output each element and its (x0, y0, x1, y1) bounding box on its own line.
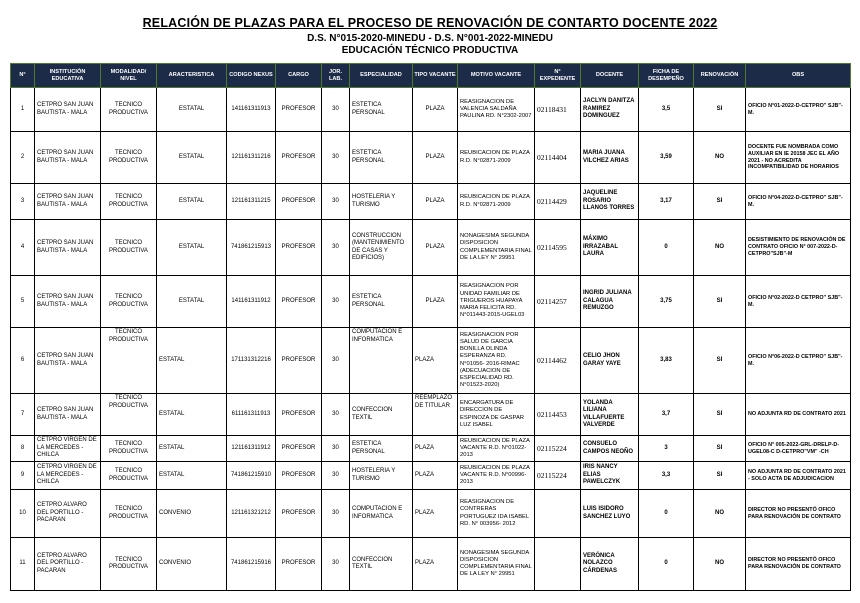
subtitle-decretos: D.S. N°015-2020-MINEDU - D.S. N°001-2022-MINEDU (307, 33, 553, 44)
column-header-jor-lab: JOR. LAB. (322, 64, 350, 88)
cell-renovacion: SI (694, 436, 746, 462)
table-row (11, 436, 851, 462)
cell-jor-lab: 30 (322, 394, 350, 436)
cell-modalidad-nivel: TECNICO PRODUCTIVA (101, 462, 157, 490)
cell-n-expediente: 02115224 (535, 462, 581, 490)
cell-n-expediente: 02118431 (535, 88, 581, 132)
table-row (11, 184, 851, 220)
table-row (11, 394, 851, 436)
cell-n: 5 (11, 276, 35, 328)
cell-obs: NO ADJUNTA RD DE CONTRATO 2021 - SOLO ACTA DE ADJUDICACION (746, 462, 851, 490)
cell-codigo-nexus: 121161311215 (227, 184, 276, 220)
cell-n: 7 (11, 394, 35, 436)
cell-obs: DIRECTOR NO PRESENTÓ OFICO PARA RENOVACIÓN DE CONTRATO (746, 490, 851, 538)
cell-especialidad: ESTETICA PERSONAL (350, 88, 413, 132)
cell-obs: OFICIO N°02-2022-D CETPRO" SJB"-M. (746, 276, 851, 328)
cell-n: 4 (11, 220, 35, 276)
cell-tipo-vacante: PLAZA (413, 184, 458, 220)
cell-especialidad: COMPUTACION E INFORMATICA (350, 328, 413, 394)
cell-docente: MARIA JUANA VILCHEZ ARIAS (581, 132, 639, 184)
cell-institucion-educativa: CETPRO VIRGEN DE LA MERCEDES - CHILCA (35, 462, 101, 490)
cell-codigo-nexus: 741861215916 (227, 538, 276, 591)
cell-ficha-desempeno: 3,59 (639, 132, 694, 184)
cell-jor-lab: 30 (322, 538, 350, 591)
cell-renovacion: SI (694, 462, 746, 490)
cell-renovacion: SI (694, 394, 746, 436)
cell-tipo-vacante: PLAZA (413, 276, 458, 328)
cell-especialidad: ESTETICA PERSONAL (350, 436, 413, 462)
cell-modalidad-nivel: TECNICO PRODUCTIVA (101, 88, 157, 132)
cell-docente: VERÓNICA NOLAZCO CÁRDENAS (581, 538, 639, 591)
cell-obs: DESISTIMIENTO DE RENOVACIÓN DE CONTRATO OFICIO N° 007-2022-D-CETPRO"SJB"-M (746, 220, 851, 276)
cell-obs: OFICIO N° 005-2022-GRL-DRELP-D-UGEL08-C D-CETPRO"VM" -CH (746, 436, 851, 462)
cell-caracteristica: ESTATAL (157, 220, 227, 276)
cell-tipo-vacante: PLAZA (413, 462, 458, 490)
cell-especialidad: COMPUTACION E INFORMATICA (350, 490, 413, 538)
cell-docente: CONSUELO CAMPOS NEOÑO (581, 436, 639, 462)
cell-modalidad-nivel: TECNICO PRODUCTIVA (101, 328, 157, 394)
table-row (11, 88, 851, 132)
cell-ficha-desempeno: 3 (639, 436, 694, 462)
column-header-renovacion: RENOVACIÓN (694, 64, 746, 88)
plazas-table (10, 63, 851, 591)
cell-tipo-vacante: PLAZA (413, 538, 458, 591)
column-header-motivo-vacante: MOTIVO VACANTE (458, 64, 535, 88)
cell-cargo: PROFESOR (276, 88, 322, 132)
column-header-n-expediente: N° EXPEDIENTE (535, 64, 581, 88)
cell-docente: CELIO JHON GARAY YAYE (581, 328, 639, 394)
table-row (11, 490, 851, 538)
cell-codigo-nexus: 121161311216 (227, 132, 276, 184)
cell-motivo-vacante: REASIGNACION DE VALENCIA SALDAÑA PAULINA RD. N°2302-2007 (458, 88, 535, 132)
cell-jor-lab: 30 (322, 220, 350, 276)
cell-institucion-educativa: CETPRO SAN JUAN BAUTISTA - MALA (35, 328, 101, 394)
cell-renovacion: SI (694, 184, 746, 220)
cell-motivo-vacante: REASIGNACION DE CONTRERAS PORTUGUEZ IDA ISABEL RD. N° 003956- 2012 (458, 490, 535, 538)
column-header-especialidad: ESPECIALIDAD (350, 64, 413, 88)
cell-codigo-nexus: 171131312216 (227, 328, 276, 394)
cell-docente: MÁXIMO IRRAZABAL LAURA (581, 220, 639, 276)
cell-motivo-vacante: ENCARGATURA DE DIRECCION DE ESPINOZA DE GASPAR LUZ ISABEL (458, 394, 535, 436)
cell-obs: OFICIO N°04-2022-D-CETPRO" SJB"-M. (746, 184, 851, 220)
cell-tipo-vacante: PLAZA (413, 328, 458, 394)
subtitle-modalidad: EDUCACIÓN TÉCNICO PRODUCTIVA (341, 45, 519, 56)
cell-n: 2 (11, 132, 35, 184)
cell-n-expediente (535, 538, 581, 591)
cell-docente: YOLANDA LILIANA VILLAFUERTE VALVERDE (581, 394, 639, 436)
table-header-row (11, 64, 851, 88)
cell-n: 9 (11, 462, 35, 490)
page-title: RELACIÓN DE PLAZAS PARA EL PROCESO DE RENOVACIÓN DE CONTARTO DOCENTE 2022 (142, 16, 718, 30)
column-header-caracteristica: ARACTERISTICA (157, 64, 227, 88)
cell-obs: OFICIO N°01-2022-D-CETPRO" SJB"-M. (746, 88, 851, 132)
cell-cargo: PROFESOR (276, 538, 322, 591)
cell-jor-lab: 30 (322, 490, 350, 538)
cell-ficha-desempeno: 3,7 (639, 394, 694, 436)
cell-caracteristica: ESTATAL (157, 462, 227, 490)
cell-institucion-educativa: CETPRO SAN JUAN BAUTISTA - MALA (35, 88, 101, 132)
cell-codigo-nexus: 141161311913 (227, 88, 276, 132)
cell-jor-lab: 30 (322, 328, 350, 394)
table-row (11, 328, 851, 394)
column-header-n: N° (11, 64, 35, 88)
cell-renovacion: SI (694, 328, 746, 394)
table-row (11, 220, 851, 276)
cell-n-expediente: 02114429 (535, 184, 581, 220)
cell-n-expediente: 02114462 (535, 328, 581, 394)
cell-cargo: PROFESOR (276, 462, 322, 490)
cell-n: 6 (11, 328, 35, 394)
cell-caracteristica: ESTATAL (157, 184, 227, 220)
cell-tipo-vacante: REEMPLAZO DE TITULAR (413, 394, 458, 436)
cell-cargo: PROFESOR (276, 132, 322, 184)
cell-codigo-nexus: 121161311912 (227, 436, 276, 462)
cell-institucion-educativa: CETPRO SAN JUAN BAUTISTA - MALA (35, 220, 101, 276)
cell-institucion-educativa: CETPRO ALVARO DEL PORTILLO - PACARAN (35, 490, 101, 538)
cell-docente: INGRID JULIANA CALAGUA REMUZGO (581, 276, 639, 328)
cell-cargo: PROFESOR (276, 394, 322, 436)
cell-n: 11 (11, 538, 35, 591)
cell-jor-lab: 30 (322, 462, 350, 490)
cell-cargo: PROFESOR (276, 490, 322, 538)
cell-institucion-educativa: CETPRO SAN JUAN BAUTISTA - MALA (35, 276, 101, 328)
cell-motivo-vacante: REASIGNACION POR UNIDAD FAMILIAR DE TRIGUEROS HUAPAYA MARIA FELICITA RD. N°011443-2015-UGEL03 (458, 276, 535, 328)
cell-n: 1 (11, 88, 35, 132)
cell-institucion-educativa: CETPRO ALVARO DEL PORTILLO - PACARAN (35, 538, 101, 591)
cell-obs: DIRECTOR NO PRESENTÓ OFICO PARA RENOVACIÓN DE CONTRATO (746, 538, 851, 591)
cell-modalidad-nivel: TECNICO PRODUCTIVA (101, 436, 157, 462)
cell-renovacion: NO (694, 538, 746, 591)
cell-tipo-vacante: PLAZA (413, 436, 458, 462)
cell-obs: NO ADJUNTA RD DE CONTRATO 2021 (746, 394, 851, 436)
cell-cargo: PROFESOR (276, 436, 322, 462)
cell-motivo-vacante: REUBICACION DE PLAZA R.D. N°02871-2009 (458, 184, 535, 220)
cell-institucion-educativa: CETPRO VIRGEN DE LA MERCEDES - CHILCA (35, 436, 101, 462)
cell-renovacion: NO (694, 220, 746, 276)
cell-codigo-nexus: 741861215913 (227, 220, 276, 276)
cell-docente: JAQUELINE ROSARIO LLANOS TORRES (581, 184, 639, 220)
cell-n-expediente: 02114595 (535, 220, 581, 276)
cell-n-expediente: 02114453 (535, 394, 581, 436)
cell-docente: IRIS NANCY ELIAS PAWELCZYK (581, 462, 639, 490)
cell-modalidad-nivel: TECNICO PRODUCTIVA (101, 132, 157, 184)
cell-modalidad-nivel: TECNICO PRODUCTIVA (101, 276, 157, 328)
cell-motivo-vacante: REASIGNACION POR SALUD DE GARCIA BONILLA OLINDA ESPERANZA RD. N°01056- 2016-RIMAC (ADECUACION DE ESPECIALIDAD RD. N°01523-2020) (458, 328, 535, 394)
cell-n: 10 (11, 490, 35, 538)
cell-caracteristica: CONVENIO (157, 538, 227, 591)
cell-n-expediente (535, 490, 581, 538)
cell-renovacion: SI (694, 276, 746, 328)
cell-tipo-vacante: PLAZA (413, 132, 458, 184)
cell-motivo-vacante: REUBICACION DE PLAZA VACANTE R.D. N°01022-2013 (458, 436, 535, 462)
cell-ficha-desempeno: 3,3 (639, 462, 694, 490)
cell-codigo-nexus: 141161311912 (227, 276, 276, 328)
cell-codigo-nexus: 121161321212 (227, 490, 276, 538)
cell-motivo-vacante: REUBICACION DE PLAZA R.D. N°02871-2009 (458, 132, 535, 184)
cell-jor-lab: 30 (322, 276, 350, 328)
cell-n-expediente: 02114257 (535, 276, 581, 328)
cell-docente: LUIS ISIDORO SANCHEZ LUYO (581, 490, 639, 538)
cell-cargo: PROFESOR (276, 276, 322, 328)
column-header-cargo: CARGO (276, 64, 322, 88)
cell-modalidad-nivel: TECNICO PRODUCTIVA (101, 490, 157, 538)
cell-institucion-educativa: CETPRO SAN JUAN BAUTISTA - MALA (35, 394, 101, 436)
cell-ficha-desempeno: 0 (639, 538, 694, 591)
cell-codigo-nexus: 741861215910 (227, 462, 276, 490)
cell-renovacion: NO (694, 490, 746, 538)
table-body (11, 88, 851, 591)
cell-motivo-vacante: NONAGESIMA SEGUNDA DISPOSICION COMPLEMENTARIA FINAL DE LA LEY N° 29951 (458, 538, 535, 591)
cell-ficha-desempeno: 3,17 (639, 184, 694, 220)
cell-ficha-desempeno: 0 (639, 490, 694, 538)
cell-institucion-educativa: CETPRO SAN JUAN BAUTISTA - MALA (35, 184, 101, 220)
cell-especialidad: CONFECCION TEXTIL (350, 538, 413, 591)
cell-cargo: PROFESOR (276, 220, 322, 276)
cell-jor-lab: 30 (322, 436, 350, 462)
cell-n-expediente: 02114404 (535, 132, 581, 184)
cell-modalidad-nivel: TECNICO PRODUCTIVA (101, 394, 157, 436)
cell-cargo: PROFESOR (276, 328, 322, 394)
column-header-obs: OBS (746, 64, 851, 88)
cell-caracteristica: ESTATAL (157, 436, 227, 462)
column-header-modalidad-nivel: MODALIDAD/ NIVEL (101, 64, 157, 88)
cell-tipo-vacante: PLAZA (413, 220, 458, 276)
cell-ficha-desempeno: 3,83 (639, 328, 694, 394)
column-header-ficha-desempeno: FICHA DE DESEMPEÑO (639, 64, 694, 88)
cell-ficha-desempeno: 3,75 (639, 276, 694, 328)
cell-jor-lab: 30 (322, 132, 350, 184)
cell-modalidad-nivel: TECNICO PRODUCTIVA (101, 538, 157, 591)
cell-cargo: PROFESOR (276, 184, 322, 220)
cell-especialidad: CONFECCION TEXTIL (350, 394, 413, 436)
cell-caracteristica: ESTATAL (157, 328, 227, 394)
cell-renovacion: SI (694, 88, 746, 132)
table-row (11, 132, 851, 184)
cell-motivo-vacante: NONAGESIMA SEGUNDA DISPOSICION COMPLEMENTARIA FINAL DE LA LEY N° 29951 (458, 220, 535, 276)
cell-docente: JACLYN DANITZA RAMIREZ DOMINGUEZ (581, 88, 639, 132)
cell-codigo-nexus: 611161311913 (227, 394, 276, 436)
table-row (11, 462, 851, 490)
cell-obs: OFICIO N°06-2022-D CETPRO" SJB"-M. (746, 328, 851, 394)
table-row (11, 538, 851, 591)
cell-institucion-educativa: CETPRO SAN JUAN BAUTISTA - MALA (35, 132, 101, 184)
cell-caracteristica: ESTATAL (157, 88, 227, 132)
cell-n: 8 (11, 436, 35, 462)
column-header-institucion-educativa: INSTITUCIÓN EDUCATIVA (35, 64, 101, 88)
cell-n: 3 (11, 184, 35, 220)
cell-especialidad: HOSTELERIA Y TURISMO (350, 184, 413, 220)
cell-caracteristica: ESTATAL (157, 276, 227, 328)
cell-obs: DOCENTE FUE NOMBRADA COMO AUXILIAR EN IE 20158 JEC EL AÑO 2021 - NO ACREDITA INCOMPATIBILIDAD DE HORARIOS (746, 132, 851, 184)
cell-especialidad: HOSTELERIA Y TURISMO (350, 462, 413, 490)
cell-jor-lab: 30 (322, 184, 350, 220)
table-row (11, 276, 851, 328)
cell-especialidad: ESTETICA PERSONAL (350, 276, 413, 328)
cell-ficha-desempeno: 0 (639, 220, 694, 276)
cell-motivo-vacante: REUBICACION DE PLAZA VACANTE R.D. N°00996-2013 (458, 462, 535, 490)
cell-tipo-vacante: PLAZA (413, 88, 458, 132)
cell-caracteristica: ESTATAL (157, 132, 227, 184)
cell-modalidad-nivel: TECNICO PRODUCTIVA (101, 220, 157, 276)
cell-modalidad-nivel: TECNICO PRODUCTIVA (101, 184, 157, 220)
column-header-docente: DOCENTE (581, 64, 639, 88)
cell-renovacion: NO (694, 132, 746, 184)
cell-jor-lab: 30 (322, 88, 350, 132)
cell-ficha-desempeno: 3,5 (639, 88, 694, 132)
cell-tipo-vacante: PLAZA (413, 490, 458, 538)
cell-especialidad: CONSTRUCCION (MANTENIMIENTO DE CASAS Y EDIFICIOS) (350, 220, 413, 276)
cell-n-expediente: 02115224 (535, 436, 581, 462)
document-header (10, 16, 850, 56)
cell-caracteristica: ESTATAL (157, 394, 227, 436)
cell-caracteristica: CONVENIO (157, 490, 227, 538)
cell-especialidad: ESTETICA PERSONAL (350, 132, 413, 184)
column-header-tipo-vacante: TIPO VACANTE (413, 64, 458, 88)
column-header-codigo-nexus: CODIGO NEXUS (227, 64, 276, 88)
